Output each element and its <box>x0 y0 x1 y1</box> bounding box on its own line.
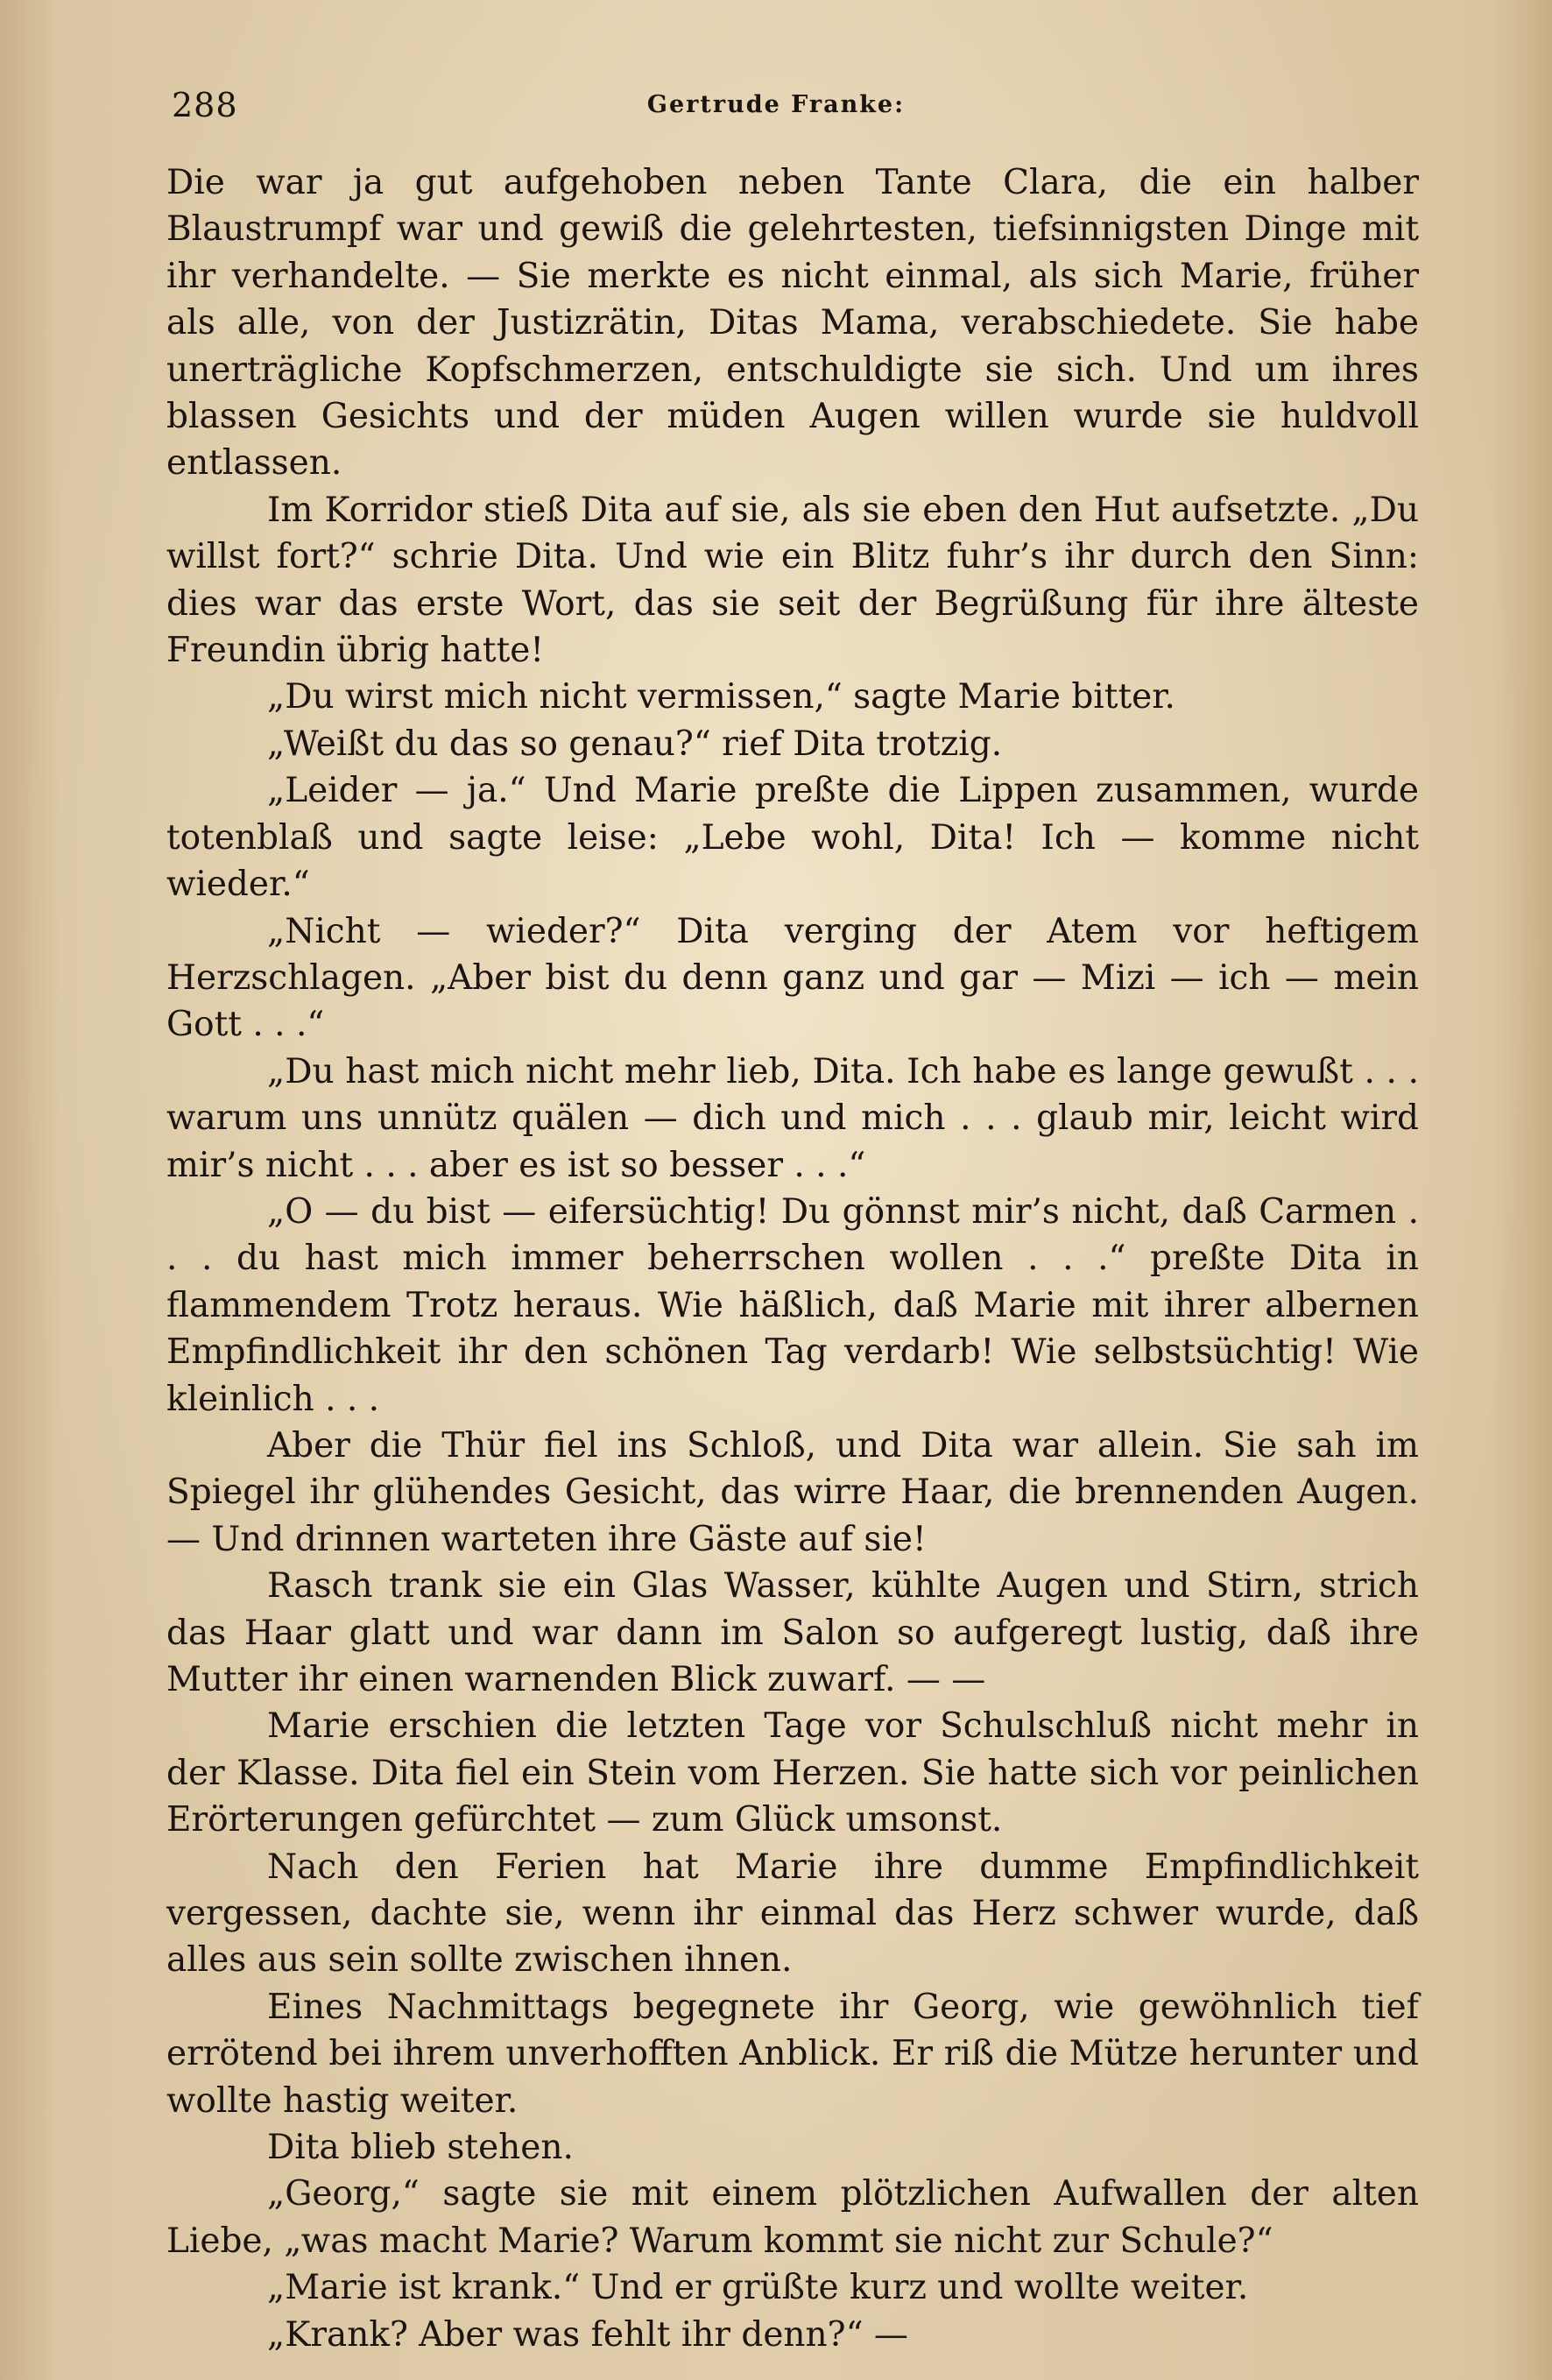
paragraph: „O — du bist — eifersüchtig! Du gönnst mir’s nicht, daß Carmen . . . du hast mich immer beherrschen wollen . . .“ preßte Dita in flammendem Trotz heraus. Wie häßlich, daß Marie mit ihrer albernen Empfindlichkeit ihr den schönen Tag verdarb! Wie selbstsüchtig! Wie kleinlich . . . <box>166 1191 1419 1419</box>
paragraph: Aber die Thür fiel ins Schloß, und Dita war allein. Sie sah im Spiegel ihr glühendes Gesicht, das wirre Haar, die brennenden Augen. — Und drinnen warteten ihre Gäste auf sie! <box>166 1425 1419 1559</box>
paragraph: „Leider — ja.“ Und Marie preßte die Lippen zusammen, wurde totenblaß und sagte leise: „Lebe wohl, Dita! Ich — komme nicht wieder.“ <box>166 771 1419 905</box>
paragraph: „Weißt du das so genau?“ rief Dita trotzig. <box>267 724 1003 764</box>
paragraph: Nach den Ferien hat Marie ihre dumme Empfindlichkeit vergessen, dachte sie, wenn ihr einmal das Herz schwer wurde, daß alles aus sein sollte zwischen ihnen. <box>166 1847 1419 1981</box>
paragraph: „Marie ist krank.“ Und er grüßte kurz und wollte weiter. <box>267 2268 1249 2308</box>
paragraph: „Nicht — wieder?“ Dita verging der Atem vor heftigem Herzschlagen. „Aber bist du denn ganz und gar — Mizi — ich — mein Gott . . .“ <box>166 911 1419 1045</box>
paragraph: Dita blieb stehen. <box>267 2128 574 2168</box>
paragraph: Die war ja gut aufgehoben neben Tante Clara, die ein halber Blaustrumpf war und gewiß die gelehrtesten, tiefsinnigsten Dinge mit ihr verhandelte. — Sie merkte es nicht einmal, als sich Marie, früher als alle, von der Justizrätin, Ditas Mama, verabschiedete. Sie habe unerträgliche Kopfschmerzen, entschuldigte sie sich. Und um ihres blassen Gesichts und der müden Augen willen wurde sie huldvoll entlassen. <box>166 163 1419 484</box>
paragraph: Marie erschien die letzten Tage vor Schulschluß nicht mehr in der Klasse. Dita fiel ein Stein vom Herzen. Sie hatte sich vor peinlichen Erörterungen gefürchtet — zum Glück umsonst. <box>166 1706 1419 1840</box>
paragraph: Im Korridor stieß Dita auf sie, als sie eben den Hut aufsetzte. „Du willst fort?“ schrie Dita. Und wie ein Blitz fuhr’s ihr durch den Sinn: dies war das erste Wort, das sie seit der Begrüßung für ihre älteste Freundin übrig hatte! <box>166 490 1419 671</box>
paragraph: „Du hast mich nicht mehr lieb, Dita. Ich habe es lange gewußt . . . warum uns unnütz quälen — dich und mich . . . glaub mir, leicht wird mir’s nicht . . . aber es ist so besser . . .“ <box>166 1051 1419 1185</box>
running-title: Gertrude Franke: <box>646 91 906 118</box>
page-header <box>172 86 1380 131</box>
page-number: 288 <box>172 86 238 124</box>
paragraph: Rasch trank sie ein Glas Wasser, kühlte Augen und Stirn, strich das Haar glatt und war dann im Salon so aufgeregt lustig, daß ihre Mutter ihr einen warnenden Blick zuwarf. — — <box>166 1566 1419 1699</box>
paragraph: Eines Nachmittags begegnete ihr Georg, wie gewöhnlich tief errötend bei ihrem unverhofften Anblick. Er riß die Mütze herunter und wollte hastig weiter. <box>166 1987 1419 2121</box>
paragraph: „Du wirst mich nicht vermissen,“ sagte Marie bitter. <box>267 677 1175 717</box>
paragraph: „Georg,“ sagte sie mit einem plötzlichen Aufwallen der alten Liebe, „was macht Marie? Warum kommt sie nicht zur Schule?“ <box>166 2174 1419 2261</box>
paragraph: „Krank? Aber was fehlt ihr denn?“ — <box>267 2314 908 2355</box>
body-text <box>166 159 1419 2358</box>
